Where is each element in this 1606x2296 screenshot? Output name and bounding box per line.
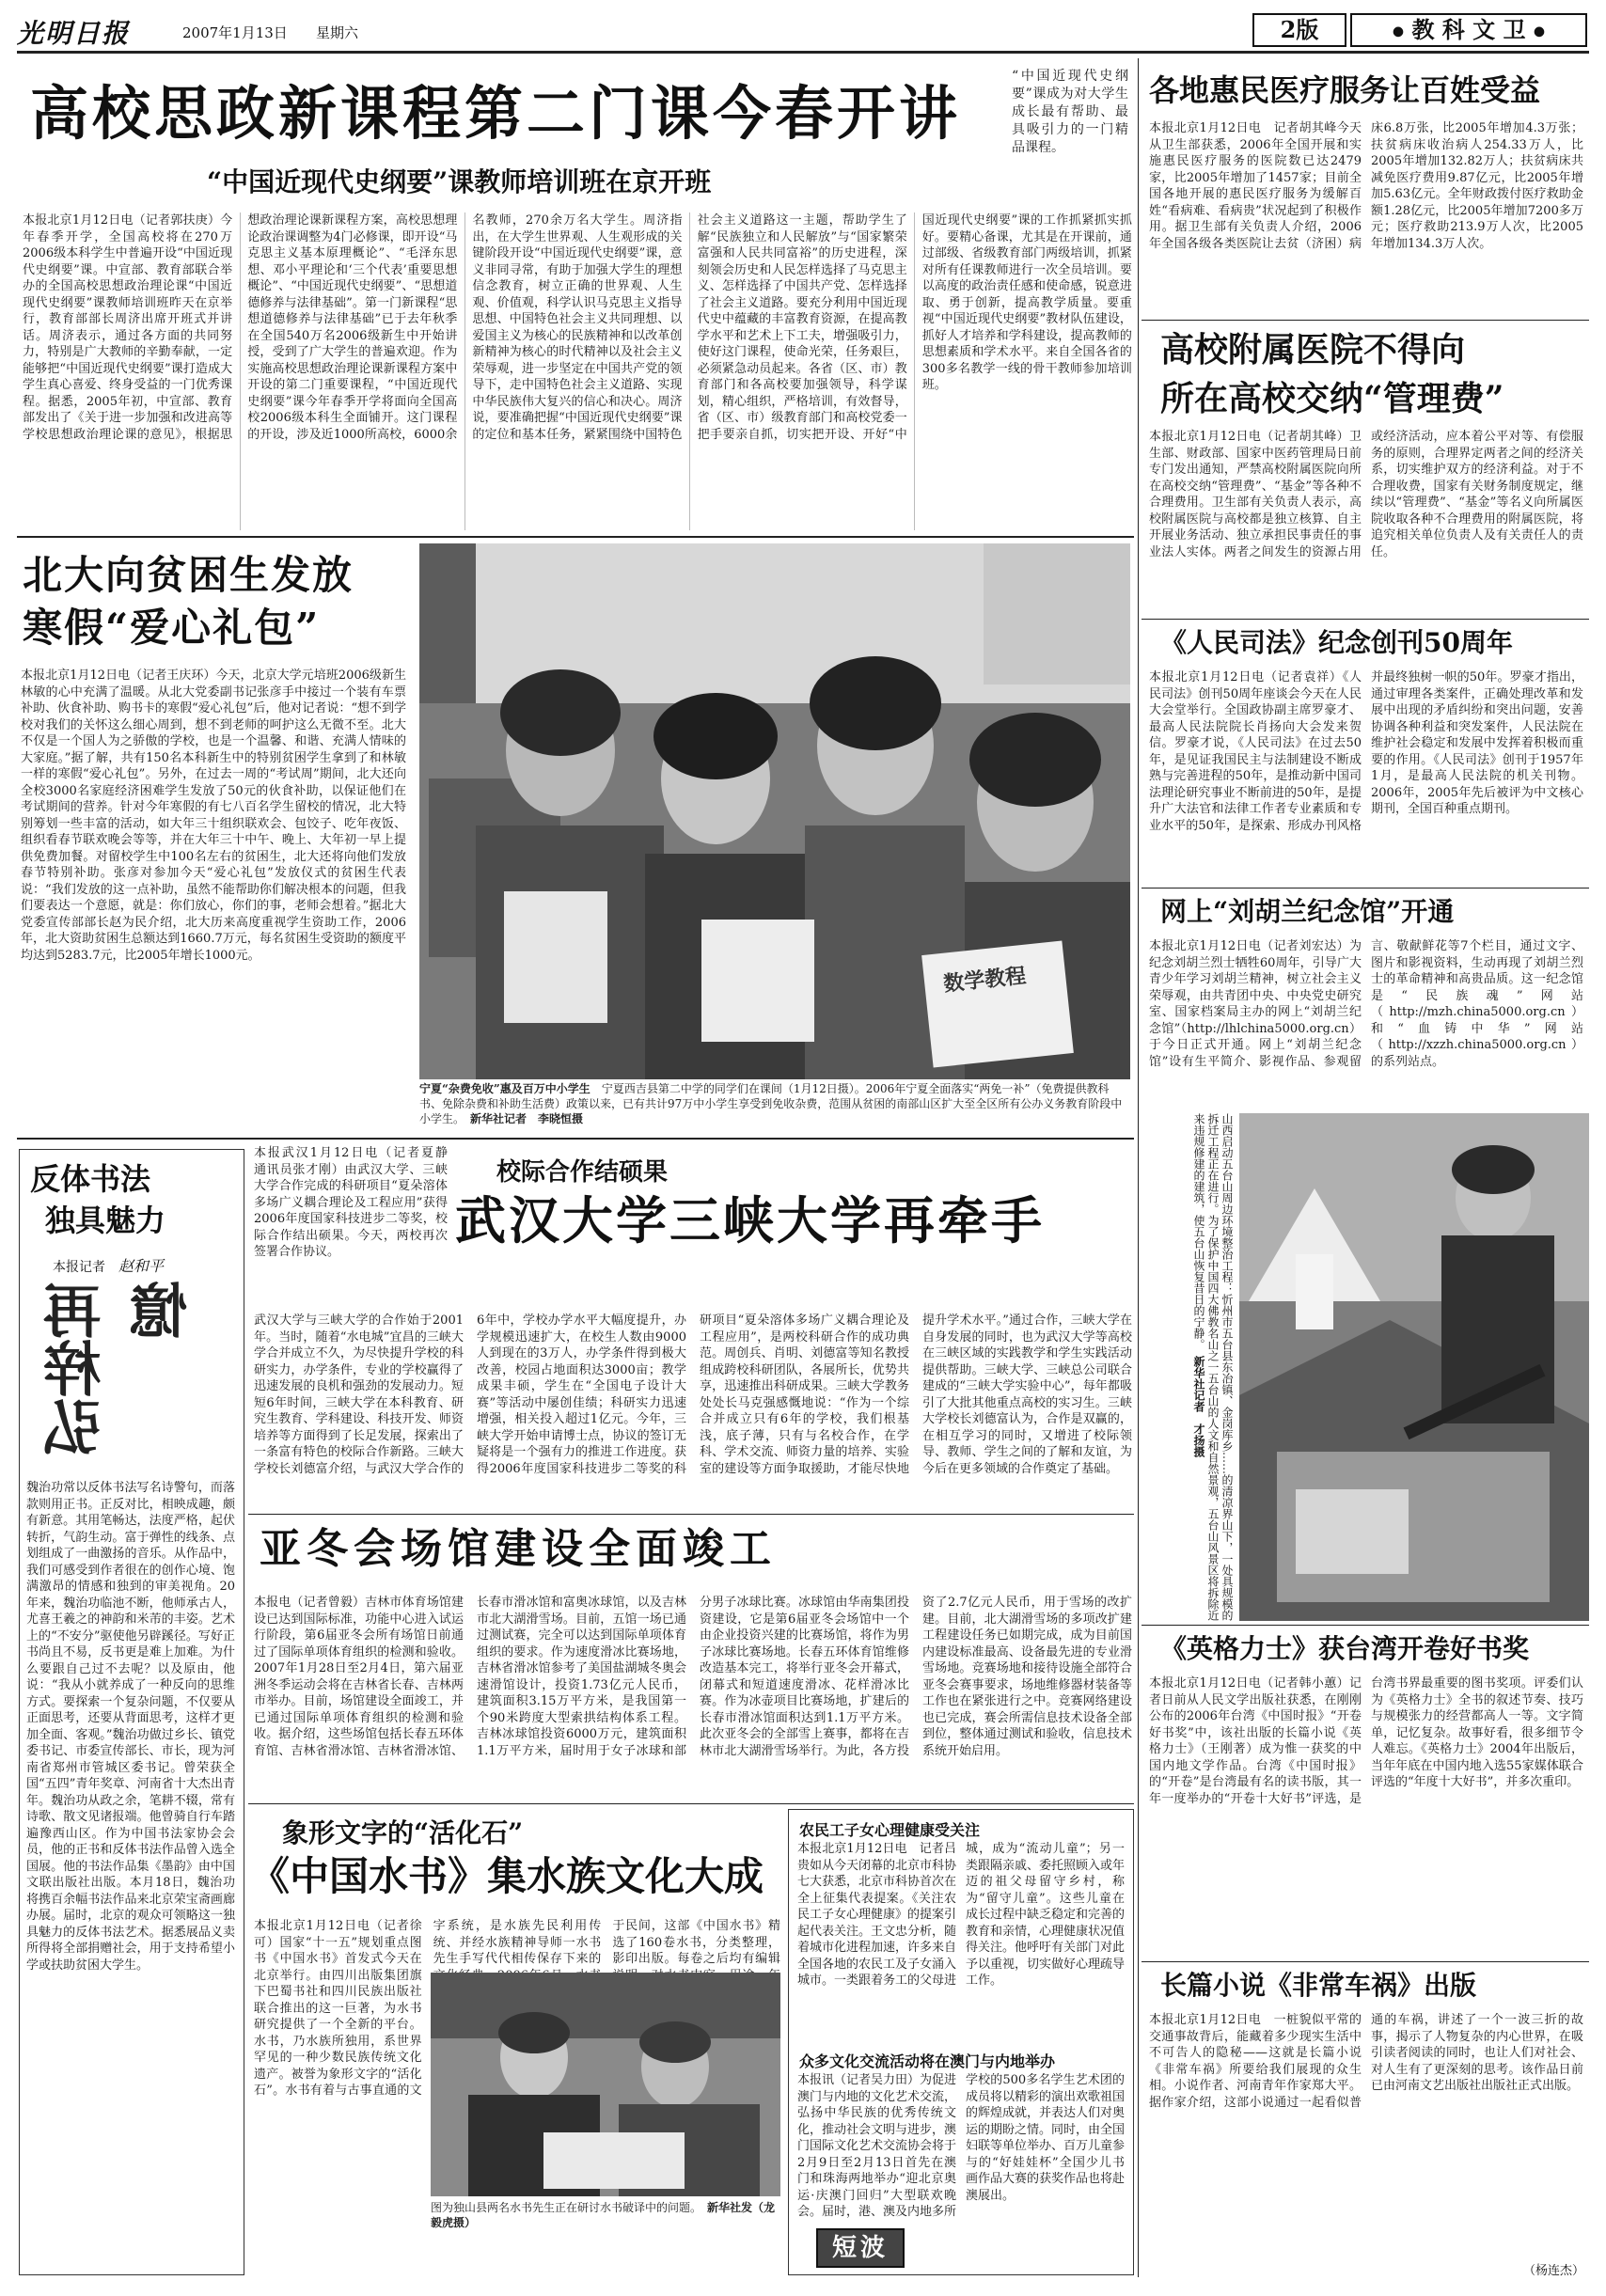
main-headline: 高校思政新课程第二门课今春开讲	[30, 79, 962, 148]
section-rule	[1142, 320, 1589, 321]
wuhan-headline: 武汉大学三峡大学再牵手	[455, 1190, 1045, 1250]
duanbo-label	[816, 2228, 905, 2268]
section-rule	[248, 1803, 1134, 1804]
hospital-headline: 各地惠民医疗服务让百姓受益	[1149, 72, 1541, 108]
main-subhead: “中国近现代史纲要”课教师培训班在京开班	[207, 166, 712, 197]
students-caption-text: 宁夏西吉县第二中学的同学们在课间（1月12日摄）。2006年宁夏全面落实“两免一补”（免费提供教科书、免除杂费和补助生活费）政策以来，已有共计97万中小学生享受到免收杂费，范围从贫困的南部山区扩大至全区所有公办义务教育阶段中小学生。	[419, 1082, 1123, 1125]
wuhan-kicker: 校际合作结硕果	[496, 1158, 669, 1187]
novel-body: 本报北京1月12日电 一桩貌似平常的交通事故背后，能藏着多少现实生活中不可告人的隐秘——这就是长篇小说《非常车祸》所要给我们展现的众生相。小说作者、河南青年作家郑大平。据作家介绍，这部小说通过一起看似普通的车祸，讲述了一个一波三折的故事，揭示了人物复杂的内心世界，在吸引读者阅读的同时，也让人们对社会、对人生有了更深刻的思考。该作品日前已由河南文艺出版社出版社正式出版。	[1149, 2013, 1583, 2110]
byline-label: 本报记者	[53, 1260, 105, 1275]
issue-weekday: 星期六	[316, 24, 359, 41]
section-label: 教 科 文 卫	[1411, 16, 1526, 43]
issue-date: 2007年1月13日	[182, 24, 288, 41]
hospital-body: 本报北京1月12日电 记者胡其峰今天从卫生部获悉，2006年全国开展和实施惠民医疗服务的医院数已达2479家，比2005年增加了1457家；目前全国各地开展的惠民医疗服务为缓解百姓“看病难、看病贵”状况起到了积极作用。据卫生部有关负责人介绍，2006年全国各级各类医院让去贫（济困）病床6.8万张，比2005年增加4.3万张；扶贫病床收治病人254.33万人，比2005年增加132.82万人；扶贫病床共减免医疗费用9.87亿元，比2005年增加5.63亿元。全年财政拨付医疗救助金额1.28亿元，比2005年增加7200多万元；医疗救助213.9万人次，比2005年增加134.3万人次。	[1149, 121, 1583, 251]
wuhan-body: 武汉大学与三峡大学的合作始于2001年。当时，随着“水电城”宜昌的三峡大学合并成立不久，为尽快提升学校的科研实力，办学条件，专业的学校赢得了迅速发展的良机和强劲的发展动力。短短6年时间，三峡大学在本科教育、研究生教育、学科建设、科技开发、师资培养等方面得到了长足发展，探索出了一条富有特色的校际合作新路。三峡大学校长刘德富介绍，与武汉大学合作的6年中，学校办学水平大幅度提升，办学规模迅速扩大，在校生人数由9000人到现在的3万人，办学条件得到极大改善，校园占地面积达3000亩；教学成果丰硕，学生在“全国电子设计大赛”等活动中屡创佳绩；科研实力迅速增强，相关投入超过1亿元。今年，三峡大学开始申请博士点，协议的签订无疑将是一个强有力的推进工作进度。获得2006年度国家科技进步二等奖的科研项目“夏朵溶体多场广义耦合理论及工程应用”，是两校科研合作的成功典范。周创兵、肖明、刘德富等知名教授组成跨校科研团队，各展所长，优势共享，迅速推出科研成果。三峡大学教务处处长马克强感慨地说：“作为一个综合并成立只有6年的学校，我们根基浅，底子薄，只有与名校合作，在学科、学术交流、师资力量的培养、实验室的建设等方面争取援助，才能尽快地提升学术水平。”通过合作，三峡大学在自身发展的同时，也为武汉大学等高校在三峡区域的实践教学和学生实践活动提供帮助。三峡大学、三峡总公司联合建成的“三峡大学实验中心”，每年都吸引了大批其他重点高校的实习生。三峡大学校长刘德富认为，合作是双赢的，在相互学习的同时，又增进了校际领导、教师、学生之间的了解和友谊，为今后在更多领域的合作奠定了基础。	[254, 1313, 1132, 1476]
section-rule	[17, 1138, 1134, 1140]
shanxi-photo	[1239, 1113, 1589, 1621]
page-number: 2版	[1252, 13, 1346, 47]
shanxi-caption-credit: 新华社记者 才扬摄	[1192, 1356, 1205, 1457]
section-dot-icon: ●	[1392, 24, 1405, 39]
section-rule	[1142, 1961, 1589, 1962]
liuhulan-headline: 网上“刘胡兰纪念馆”开通	[1160, 896, 1455, 927]
masthead	[17, 9, 1589, 51]
column-divider	[1138, 58, 1139, 2277]
calligraphy-byline	[53, 1254, 164, 1276]
calligraphy-headline-line1: 反体书法	[30, 1161, 151, 1197]
univ-hospital-headline-line1: 高校附属医院不得向	[1160, 330, 1466, 370]
students-photo-caption	[419, 1081, 1130, 1134]
section-name	[1350, 13, 1587, 47]
yinggeli-headline: 《英格力士》获台湾开卷好书奖	[1160, 1633, 1530, 1664]
peking-story-body: 本报北京1月12日电（记者王庆环）今天，北京大学元培班2006级新生林敏的心中充满了温暖。从北大党委副书记张彦手中接过一个装有车票补助、伙食补助、购书卡的寒假“爱心礼包”后，他对记者说：“想不到学校对我们的关怀这么细心周到，想不到老师的呵护这么无微不至。北大不仅是一个国人为之骄傲的学校，也是一个温馨、和谐、充满人情味的大家庭。”据了解，共有150名本科新生中的特别贫困学生拿到了和林敏一样的寒假“爱心礼包”。另外，在过去一周的“考试周”期间，北大还向全校3000名家庭经济困难学生发放了50元的伙食补助，以保证他们在考试期间的营养。针对今年寒假的有七八百名学生留校的情况，北大特别筹划一些丰富的活动，如大年三十组织联欢会、包饺子、吃年夜饭、组织看春节联欢晚会等等，并在大年三十中午、晚上、大年初一早上提供免费加餐。对留校学生中100名左右的贫困生，北大还将向他们发放春节特别补助。张彦对参加今天“爱心礼包”发放仪式的贫困生代表说：“我们发放的这一点补助，虽然不能帮助你们解决根本的问题，但我们要表达一个意愿，就是：你们放心，你们的事，老师会想着。”据北大党委宣传部部长赵为民介绍，北大历来高度重视学生资助工作，2006年，北大资助贫困生总额达到1660.7万元，每名贫困生受资助的额度平均达到5283.7元，比2005年增长1000元。	[21, 668, 406, 963]
peking-headline-line2: 寒假“爱心礼包”	[23, 605, 321, 651]
justice-body: 本报北京1月12日电（记者袁祥）《人民司法》创刊50周年座谈会今天在人民大会堂举行。全国政协副主席罗豪才、最高人民法院院长肖扬向大会发来贺信。罗豪才说，《人民司法》在过去50年，是见证我国民主与法制建设不断成熟与完善进程的50年，是推动新中国司法理论研究事业不断前进的50年，是提升广大法官和法律工作者专业素质和专业水平的50年，是探索、形成办刊风格并最终独树一帜的50年。罗豪才指出，通过审理各类案件，正确处理改革和发展中出现的矛盾纠纷和突出问题，安善协调各种利益和突发案件，人民法院在维护社会稳定和发展中发挥着积极而重要的作用。《人民司法》创刊于1957年1月，是最高人民法院的机关刊物。2006年，2005年先后被评为中文核心期刊，全国百种重点期刊。	[1149, 670, 1583, 833]
macau-headline: 众多文化交流活动将在澳门与内地举办	[799, 2052, 1056, 2070]
migrant-body: 本报北京1月12日电 记者吕贵如从今天闭幕的北京市科协七大获悉，北京市科协首次在全上征集代表提案。《关注农民工子女心理健康》的提案引起代表关注。王文忠分析，随着城市化进程加速，许多来自全国各地的农民工及子女涌入城市。一类跟着务工的父母进城，成为“流动儿童”；另一类跟隔亲戚、委托照顾入或年迈的祖父母留守乡村，称为“留守儿童”。这些儿童在成长过程中缺乏稳定和完善的教育和亲情，心理健康状况值得关注。他呼吁有关部门对此予以重视，切实做好心理疏导工作。	[797, 1842, 1126, 1988]
water-book-photo-caption	[431, 2200, 780, 2232]
section-rule	[17, 536, 1134, 538]
section-rule	[1142, 1625, 1589, 1626]
students-caption-title: 宁夏“杂费免收”惠及百万中小学生	[419, 1082, 590, 1095]
shanxi-caption-text: 山西启动五台山周边环境整治工程：忻州市五台县东冶镇、金岗库乡……的清凉界山下，一处具规模的拆迁工程正在进行。为了保护中国四大佛教名山之一五台山的人文和自然景观，五台山风景区将拆除近来违规修建的建筑，使五台山恢复昔日的宁静。	[1192, 1113, 1234, 1621]
univ-hospital-body: 本报北京1月12日电（记者胡其峰）卫生部、财政部、国家中医药管理局日前专门发出通知，严禁高校附属医院向所在高校交纳“管理费”、“基金”等各种不合理费用。卫生部有关负责人表示，高校附属医院与高校都是独立核算、自主开展业务活动、独立承担民事责任的事业法人实体。两者之间发生的资源占用或经济活动，应本着公平对等、有偿服务的原则，合理界定两者之间的经济关系，切实维护双方的经济利益。对于不合理收费，国家有关财务制度规定，继续以“管理费”、“基金”等名义向所属医院收取各种不合理费用的附属医院，将追究相关单位负责人及有关责任人的责任。	[1149, 430, 1583, 559]
asian-games-headline: 亚冬会场馆建设全面竣工	[260, 1525, 777, 1573]
calligraphy-artwork	[34, 1281, 222, 1469]
students-caption-credit: 新华社记者 李晓恒摄	[470, 1112, 584, 1125]
novel-headline: 长篇小说《非常车祸》出版	[1160, 1970, 1477, 2001]
students-photo	[419, 543, 1130, 1079]
calligraphy-headline-line2: 独具魅力	[45, 1203, 166, 1238]
section-rule	[248, 1514, 1134, 1515]
water-book-headline: 《中国水书》集水族文化大成	[250, 1853, 764, 1899]
calligraphy-glyphs: 再梓弘憶	[42, 1281, 197, 1455]
water-caption-text: 图为独山县两名水书先生正在研讨水书破译中的问题。	[431, 2201, 697, 2214]
main-sidebar-quote: “中国近现代史纲要”课成为对大学生成长最有帮助、最具吸引力的一门精品课程。	[1012, 69, 1128, 155]
water-book-photo	[431, 1973, 780, 2196]
migrant-headline: 农民工子女心理健康受关注	[799, 1821, 981, 1839]
macau-body: 本报讯（记者吴力田）为促进澳门与内地的文化艺术交流，弘扬中华民族的优秀传统文化，推动社会文明与进步，澳门国际文化艺术交流协会将于2月9日至2月13日首先在澳门和珠海两地举办“迎北京奥运·庆澳门回归”大型联欢晚会。届时，港、澳及内地多所学校的500多名学生艺术团的成员将以精彩的演出欢歌祖国的辉煌成就，并表达人们对奥运的期盼之情。同时，由全国妇联等单位举办、百万儿童参与的“好娃娃杯”全国少儿书画作品大赛的获奖作品也将赴澳展出。	[797, 2073, 1126, 2219]
justice-headline: 《人民司法》纪念创刊50周年	[1160, 627, 1513, 658]
yinggeli-body: 本报北京1月12日电（记者韩小蕙）记者日前从人民文学出版社获悉，在刚刚公布的2006年台湾《中国时报》“开卷好书奖”中，该社出版的长篇小说《英格力士》（王刚著）成为惟一获奖的中国内地文学作品。台湾《中国时报》的“开卷”是台湾最有名的读书版，其一年一度举办的“开卷十大好书”评选，是台湾书界最重要的图书奖项。评委们认为《英格力士》全书的叙述节奏、技巧与规模张力的经营都高人一等。文字简单，记忆复杂。故事好看，很多细节令人难忘。《英格力士》2004年出版后，当年年底在中国内地入选55家媒体联合评选的“年度十大好书”，并多次重印。	[1149, 1676, 1583, 1806]
shanxi-caption	[1142, 1113, 1234, 1621]
water-caption-credit: 新华社发（龙毅虎摄）	[431, 2201, 776, 2229]
water-book-body: 本报北京1月12日电（记者徐可）国家“十一五”规划重点图书《中国水书》首发式今天在北京举行。由四川出版集团旗下巴蜀书社和四川民族出版社联合推出的这一巨著，为水书研究提供了一个全新的平台。水书，乃水族所独用，系世界罕见的一种少数民族传统文化遗产。被誉为象形文字的“活化石”。水书有着与古事直通的文字系统，是水族先民利用传统、并经水族精神导师一水书先生手写代代相传保存下来的 于民间，这部《中国水书》精选了160卷水书，分类整理，影印出版。每卷之后均有编辑	[254, 1919, 780, 2098]
asian-games-body: 本报电（记者曾毅）吉林市体育场馆建设已达到国际标准，功能中心进入试运行阶段，第6届亚冬会所有场馆日前通过了国际单项体育组织的检测和验收。2007年1月28日至2月4日，第六届亚洲冬季运动会将在吉林省长春、吉林两市举办。目前，场馆建设全面竣工，并已通过国际单项体育组织的检测和验收。据介绍，这些场馆包括长春五环体育馆、吉林省滑冰馆、吉林省滑冰馆、长春市滑冰馆和富奥冰球馆，以及吉林市北大湖滑雪场。目前，五馆一场已通过测试赛，完全可以达到国际单项体育组织的要求。作为速度滑冰比赛场地，吉林省滑冰馆参考了美国盐湖城冬奥会速滑馆设计，投资1.73亿元人民币，建筑面积3.15万平方米，是我国第一个90米跨度大型索拱结构体系工程。吉林冰球馆投资6000万元，建筑面积1.1万平方米，届时用于女子冰球和部分男子冰球比赛。冰球馆由华南集团投资建设，它是第6届亚冬会场馆中一个由企业投资兴建的比赛场馆，将作为男子冰球比赛场地。长春五环体育馆维修改造基本完工，将举行亚冬会开幕式，闭幕式和短道速度滑冰、花样滑冰比赛。作为冰壶项目比赛场地，扩建后的长春市滑冰馆面积达到1.1万平方米。此次亚冬会的全部雪上赛事，都将在吉林市北大湖滑雪场举行。为此，各方投资了2.7亿元人民币，用于雪场的改扩建。目前，北大湖滑雪场的多项改扩建工程建设任务已如期完成，成为目前国内建设标准最高、设备最先进的专业滑雪场地。竞赛场地和接待设施全部符合亚冬会赛事要求，场地维修器材装备等工作也在紧张进行之中。竞赛网络建设也已完成，赛会所需信息技术设备全部到位，整体通过测试和验收，信息技术系统开始启用。	[254, 1596, 1132, 1758]
main-story-body: 本报北京1月12日电（记者郭扶庚）今年春季开学，全国高校将在270万2006级本科学生中普遍开设“中国近现代史纲要”课。中宣部、教育部联合举办的全国高校思想政治理论课“中国近现代史纲要”课教师培训班昨天在京举行，教育部部长周济出席开班式并讲话。周济表示，通过各方面的共同努力，特别是广大教师的辛勤奉献，一定能够把“中国近现代史纲要”课打造成大学生真心喜爱、终身受益的一门优秀课程。据悉，2005年初，中宣部、教育部发出了《关于进一步加强和改进高等学校思想政治理论课的意见》，根据思想政治理论课新课程方案，高校思想理论政治课调整为4门必修课，即开设“马克思主义基本原理概论”、“毛泽东思想、邓小平理论和‘三个代表’重要思想概论”、“中国近现代史纲要”、“思想道德修养与法律基础”。第一门新课程“思想道德修养与法律基础”已于去年秋季在全国540万名2006级新生中开始讲授，受到了广大学生的普遍欢迎。作为实施高校思想政治理论课新课程方案中开设的第二门重要课程，“中国近现代史纲要”课今年春季开学将面向全国高校2006级本科生全面铺开。这门课程的开设，涉及近1000所高校，6000余名教师，270余万名大学生。周济指出，在大学生世界观、人生观形成的关键阶段开设“中国近现代史纲要”课，意义非同寻常，有助于加强大学生的理想信念教育，树立正确的世界观、人生观、价值观，科学认识马克思主义指导思想、中国特色社会主义共同理想、以爱国主义为核心的民族精神和以改革创新精神为核心的时代精神以及社会主义荣辱观，进一步坚定在中国共产党的领导下，走中国特色社会主义道路、实现中华民族伟大复兴的信心和决心。周济说，要准确把握“中国近现代史纲要”课的定位和基本任务，紧紧围绕中国特色社会主义道路这一主题，帮助学生了解“民族独立和人民解放”与“国家繁荣富强和人民共同富裕”的历史进程，深刻领会历史和人民怎样选择了马克思主义、怎样选择了中国共产党、怎样选择了社会主义道路。要充分利用中国近现代史中蕴藏的丰富教育资源，在提高教学水平和艺术上下工夫，增强吸引力，使好这门课程，使命光荣，任务艰巨，必须紧急动员起来。各省（区、市）教育部门和各高校要加强领导，科学谋划，精心组织，严格培训，有效督导，省（区、市）级教育部门和高校党委一把手要亲自抓，切实把开设、开好“中国近现代史纲要”课的工作抓紧抓实抓好。要精心备课，尤其是在开课前，通过部级、省级教育部门两级培训，抓紧对所有任课教师进行一次全员培训。要以高度的政治责任感和使命感，锐意进取、勇于创新，提高教学质量。要重视“中国近现代史纲要”教材队伍建设，抓好人才培养和学科建设，提高教师的思想素质和学术水平。来自全国各省的300多名教学一线的骨干教师参加培训班。	[23, 213, 1132, 442]
water-book-kicker: 象形文字的“活化石”	[282, 1817, 524, 1848]
byline-name: 赵和平	[118, 1257, 165, 1275]
liuhulan-body: 本报北京1月12日电（记者刘宏达）为纪念刘胡兰烈士牺牲60周年，引导广大青少年学习刘胡兰精神，树立社会主义荣辱观，由共青团中央、中央党史研究室、国家档案局主办的网上“刘胡兰纪念馆”（http://lhlchina5000.org.cn）于今日正式开通。网上“刘胡兰纪念馆”设有生平简介、影视作品、参观留言、敬献鲜花等7个栏目，通过文字、图片和影视资料，生动再现了刘胡兰烈士的革命精神和高贵品质。这一纪念馆是“民族魂”网站（http://mzh.china5000.org.cn）和“血铸中华”网站（http://xzzh.china5000.org.cn）的系列站点。	[1149, 939, 1583, 1069]
peking-headline-line1: 北大向贫困生发放	[23, 552, 354, 598]
section-rule	[1142, 888, 1589, 889]
wuhan-lead: 本报武汉1月12日电（记者夏静 通讯员张才刚）由武汉大学、三峡大学合作完成的科研项目“夏朵溶体多场广义耦合理论及工程应用”获得2006年度国家科技进步二等奖，校际合作结出硕果。今天，两校再次签署合作协议。	[254, 1146, 461, 1259]
section-rule	[1142, 619, 1589, 620]
duanbo-text: 短波	[831, 2234, 889, 2262]
newspaper-logo: 光明日报	[17, 18, 131, 49]
calligraphy-body: 魏治功常以反体书法写名诗警句，而落款则用正书。正反对比，相映成趣，颇有新意。其用笔畅达，法度严格，起伏转折，气韵生动。富于弹性的线条、点划组成了一曲激扬的音乐。从作品中，我们可感受到作者很在的创作心境、饱满激昂的情感和独到的审美视角。20年来，魏治功临池不断，他师承古人，尤喜王羲之的神韵和米芾的丰姿。艺术上的“不安分”驱使他另辟蹊径。写好正书尚且不易，反书更是难上加难。为什么要跟自己过不去呢？以及原由，他说：“我从小就养成了一种反向的思维方式。要探索一个复杂问题，不仅要从正面思考，还要从背面思考，这样才更加全面、客观。”魏治功做过乡长、镇党委书记、市委宣传部长、市长，现为河南省郑州市管城区委书记。曾荣获全国“五四”青年奖章、河南省十大杰出青年。魏治功从政之余，笔耕不辍，常有诗歌、散文见诸报端。他曾骑自行车踏遍豫西山区。作为中国书法家协会会员，他的正书和反体书法作品曾入选全国展。他的书法作品集《墨韵》由中国文联出版社出版。本月18日，魏治功将携百余幅书法作品来北京荣宝斋画廊办展。届时，北京的观众可领略这一独具魅力的反体书法艺术。据悉展品义卖所得将全部捐赠社会，用于支持希望小学或扶助贫困大学生。	[26, 1481, 235, 1973]
section-dot-icon: ●	[1533, 24, 1546, 39]
chalkboard-title: 数学教程	[942, 964, 1028, 997]
novel-credit: （杨连杰）	[1523, 2264, 1585, 2278]
univ-hospital-headline-line2: 所在高校交纳“管理费”	[1160, 379, 1504, 418]
masthead-rule	[17, 51, 1589, 54]
